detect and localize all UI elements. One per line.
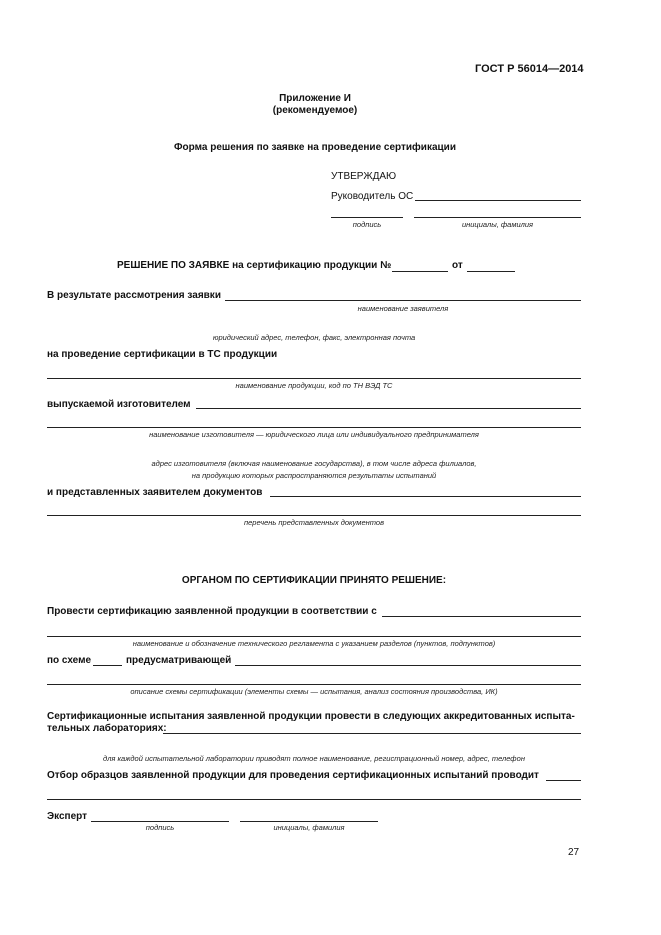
decision-title-bold: РЕШЕНИЕ ПО ЗАЯВКЕ [117,260,230,271]
expert-label: Эксперт [47,811,88,822]
caption-scheme: описание схемы сертификации (элементы схемы — испытания, анализ состояния производства, ИК) [130,687,498,696]
caption-expert-signature: подпись [145,823,175,832]
testing-label-1: Сертификационные испытания заявленной продукции провести в следующих аккредитованных испыта- [47,711,575,722]
product-line[interactable] [47,378,581,379]
decision-title [117,261,391,271]
standard-number: ГОСТ Р 56014—2014 [475,63,584,75]
scheme-line-1[interactable] [235,665,581,666]
caption-manufacturer: наименование изготовителя — юридического лица или индивидуального предпринимателя [149,430,479,439]
expert-initials-line[interactable] [240,821,378,822]
labs-line[interactable] [163,733,581,734]
caption-mfr-address-2: на продукцию которых распространяются результаты испытаний [191,471,437,480]
caption-mfr-address-1: адрес изготовителя (включая наименование государства), в том числе адреса филиалов, [151,459,477,468]
documents-line-1[interactable] [270,496,581,497]
decision-number-line[interactable] [392,271,448,272]
head-label: Руководитель ОС [331,191,414,202]
regulation-line-1[interactable] [382,616,581,617]
approval-signature-line[interactable] [331,217,403,218]
caption-documents: перечень представленных документов [243,518,384,527]
decision-date-line[interactable] [467,271,515,272]
form-title: Форма решения по заявке на проведение сертификации [174,142,456,153]
page-number: 27 [568,847,580,858]
decision-heading: ОРГАНОМ ПО СЕРТИФИКАЦИИ ПРИНЯТО РЕШЕНИЕ: [181,575,447,586]
manufacturer-line-2[interactable] [47,427,581,428]
sampling-line-1[interactable] [546,780,581,781]
caption-labs: для каждой испытательной лаборатории приводят полное наименование, регистрационный номер, адрес, телефон [103,754,525,763]
manufacturer-line-1[interactable] [196,408,581,409]
certification-label: на проведение сертификации в ТС продукции [47,349,278,360]
head-fill-line[interactable] [415,200,581,201]
testing-label-2: тельных лабораториях: [47,723,167,734]
documents-line-2[interactable] [47,515,581,516]
expert-signature-line[interactable] [91,821,229,822]
appendix-title: Приложение И [279,93,351,104]
applicant-line[interactable] [225,300,581,301]
review-label: В результате рассмотрения заявки [47,290,221,301]
decision-title-rest: на сертификацию продукции № [232,260,392,271]
manufacturer-label: выпускаемой изготовителем [47,399,191,410]
caption-product: наименование продукции, код по ТН ВЭД ТС [235,381,393,390]
caption-expert-initials: инициалы, фамилия [273,823,345,832]
scheme-number-line[interactable] [93,665,122,666]
caption-signature: подпись [352,220,382,229]
caption-initials: инициалы, фамилия [461,220,534,229]
scheme-label: по схеме [47,655,92,666]
documents-label: и представленных заявителем документов [47,487,263,498]
regulation-line-2[interactable] [47,636,581,637]
sampling-label: Отбор образцов заявленной продукции для проведения сертификационных испытаний проводит [47,770,539,781]
approval-initials-line[interactable] [414,217,581,218]
provides-label: предусматривающей [126,655,232,666]
decision-from: от [452,260,463,271]
caption-applicant: наименование заявителя [357,304,449,313]
caption-address: юридический адрес, телефон, факс, электронная почта [212,333,416,342]
sampling-line-2[interactable] [47,799,581,800]
scheme-line-2[interactable] [47,684,581,685]
caption-regulation: наименование и обозначение технического регламента с указанием разделов (пунктов, подпунктов) [132,639,496,648]
conduct-label: Провести сертификацию заявленной продукции в соответствии с [47,606,377,617]
approve-label: УТВЕРЖДАЮ [331,171,397,182]
appendix-type: (рекомендуемое) [272,105,358,116]
